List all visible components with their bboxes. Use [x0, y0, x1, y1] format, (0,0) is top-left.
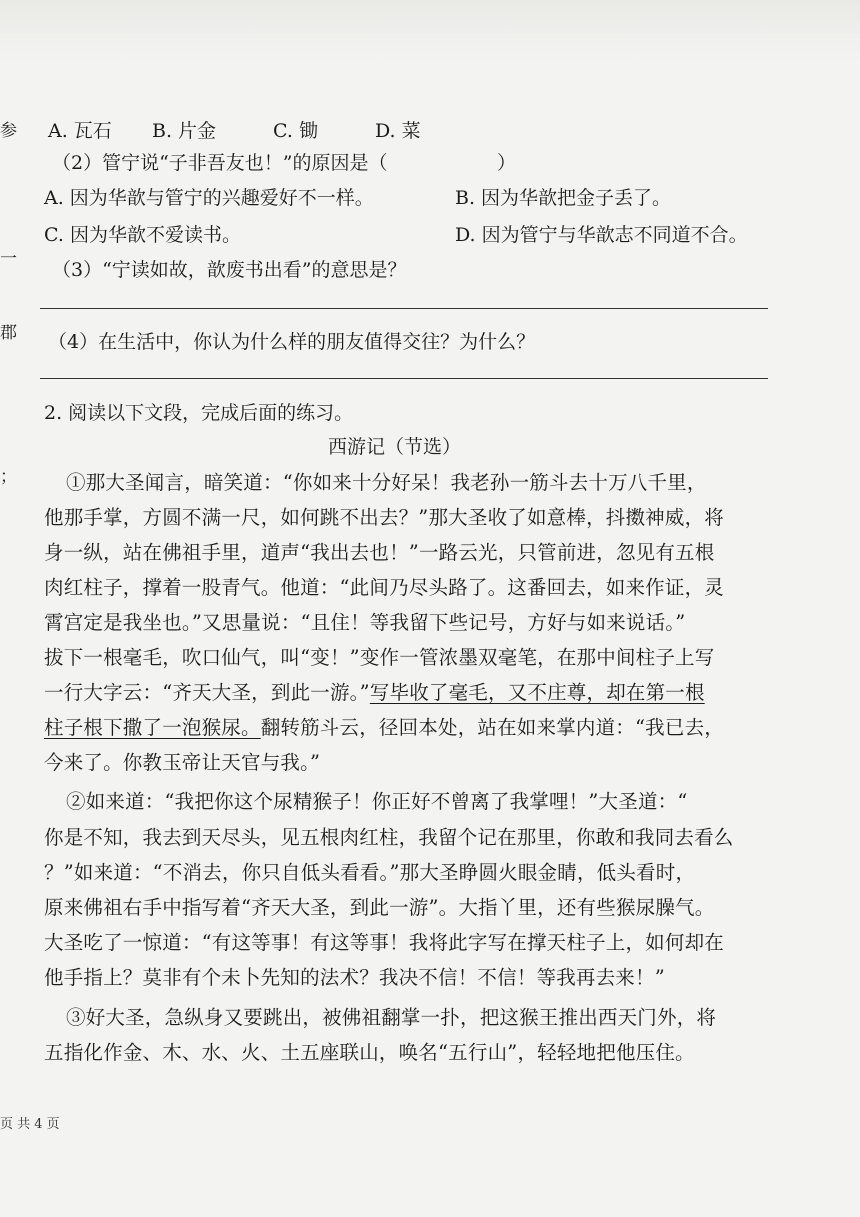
p1-line-7-plain: 一行大字云：“齐天大圣，到此一游。”	[44, 681, 370, 704]
p2-line-6: 他手指上？莫非有个未卜先知的法术？我决不信！不信！等我再去来！”	[44, 966, 665, 989]
p1-line-5: 霄宫定是我坐也。”又思量说：“且住！等我留下些记号，方好与如来说话。”	[44, 611, 686, 634]
p2-line-3: ？”如来道：“不消去，你只自低头看看。”那大圣睁圆火眼金睛，低头看时，	[44, 861, 696, 884]
q2-close-paren: ）	[497, 152, 517, 174]
section2-heading: 2. 阅读以下文段，完成后面的练习。	[44, 402, 354, 424]
q1-option-d: D. 菜	[375, 120, 421, 142]
q3-stem: （3）“宁读如故，歆废书出看”的意思是？	[52, 259, 407, 281]
p1-line-4: 肉红柱子，撑着一股青气。他道：“此间乃尽头路了。这番回去，如来作证，灵	[44, 576, 724, 599]
p1-line-8-plain: 翻转筋斗云，径回本处，站在如来掌内道：“我已去，	[260, 716, 724, 739]
p1-line-2: 他那手掌，方圆不满一尺，如何跳不出去？”那大圣收了如意棒，抖擞神威，将	[44, 506, 724, 529]
q2-stem: （2）管宁说“子非吾友也！”的原因是（	[52, 152, 388, 174]
margin-char-1: 参	[0, 121, 17, 141]
q1-option-c: C. 锄	[273, 120, 318, 142]
p2-line-2: 你是不知，我去到天尽头，见五根肉红柱，我留个记在那里，你敢和我同去看么	[44, 826, 734, 849]
q4-answer-line[interactable]	[40, 378, 768, 379]
p1-line-9: 今来了。你教玉帝让天官与我。”	[44, 751, 321, 774]
q1-option-a: A. 瓦石	[48, 120, 112, 142]
p1-line-8	[44, 712, 724, 740]
q1-option-b: B. 片金	[152, 120, 217, 142]
p3-line-2: 五指化作金、木、水、火、土五座联山，唤名“五行山”，轻轻地把他压住。	[44, 1041, 695, 1064]
p1-line-8-underlined: 柱子根下撒了一泡猴尿。	[44, 716, 261, 739]
q4-stem: （4）在生活中，你认为什么样的朋友值得交往？为什么？	[48, 331, 536, 353]
margin-char-2: 一	[0, 249, 17, 269]
scan-shadow	[0, 0, 860, 60]
margin-char-4: ；	[0, 467, 17, 487]
p1-line-6: 拔下一根毫毛，吹口仙气，叫“变！”变作一管浓墨双毫笔，在那中间柱子上写	[44, 646, 715, 669]
p1-line-7-underlined: 写毕收了毫毛，又不庄尊，却在第一根	[369, 681, 705, 704]
q2-option-d: D. 因为管宁与华歆志不同道不合。	[455, 224, 748, 246]
p1-line-7	[44, 677, 705, 705]
q2-option-c: C. 因为华歆不爱读书。	[44, 224, 241, 246]
margin-char-3: 郡	[0, 323, 17, 343]
q2-option-b: B. 因为华歆把金子丢了。	[455, 187, 672, 209]
p1-line-3: 身一纵，站在佛祖手里，道声“我出去也！”一路云光，只管前进，忽见有五根	[44, 541, 715, 564]
p2-line-1: ②如来道：“我把你这个尿精猴子！你正好不曾离了我掌哩！”大圣道：“	[66, 790, 688, 813]
page-footer: 页 共 4 页	[0, 1117, 60, 1132]
passage-title: 西游记（节选）	[328, 436, 462, 458]
q3-answer-line[interactable]	[40, 308, 768, 309]
p3-line-1: ③好大圣，急纵身又要跳出，被佛祖翻掌一扑，把这猴王推出西天门外，将	[66, 1006, 717, 1029]
q2-option-a: A. 因为华歆与管宁的兴趣爱好不一样。	[44, 187, 374, 209]
p1-line-1: ①那大圣闻言，暗笑道：“你如来十分好呆！我老孙一筋斗去十万八千里，	[66, 471, 707, 494]
p2-line-4: 原来佛祖右手中指写着“齐天大圣，到此一游”。大指丫里，还有些猴尿臊气。	[44, 896, 715, 919]
p2-line-5: 大圣吃了一惊道：“有这等事！有这等事！我将此字写在撑天柱子上，如何却在	[44, 931, 724, 954]
